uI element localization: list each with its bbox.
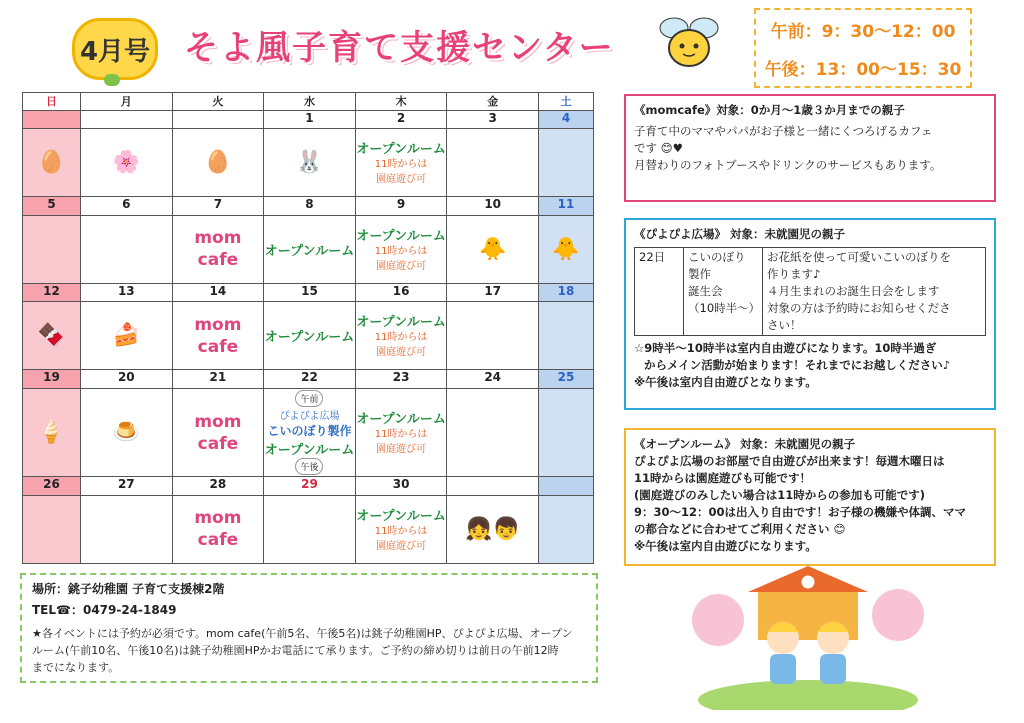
week-1-events	[23, 129, 594, 197]
chick-icon: 🐥	[478, 236, 507, 262]
date-cell	[539, 477, 594, 496]
date-cell: 18	[539, 283, 594, 302]
date-cell	[23, 110, 81, 129]
date-cell: 7	[172, 197, 264, 216]
kindergarten-illustration	[688, 560, 928, 710]
smile-heart-icon: 😊♥	[660, 141, 683, 155]
date-cell: 15	[264, 283, 356, 302]
event-open-room: オープンルーム	[264, 243, 355, 259]
date-cell	[81, 110, 173, 129]
momcafe-line: 子育て中のママやパパがお子様と一緒にくつろげるカフェ	[634, 124, 933, 138]
event-momcafe: mom cafe	[194, 228, 242, 271]
event-momcafe: mom cafe	[194, 314, 242, 357]
piyo-events: こいのぼり 製作 誕生会 （10時半〜）	[684, 248, 763, 336]
ice-cream-icon: 🍦	[37, 420, 66, 446]
piyo-description: お花紙を使って可愛いこいのぼりを 作ります♪ ４月生まれのお誕生日会をします 対象の方は予約時にお知らせくださ さい！	[763, 248, 986, 336]
easter-egg-icon: 🥚	[37, 150, 66, 176]
event-open-room: オープンルーム 11時からは 園庭遊び可	[356, 315, 446, 359]
open-room-line: (園庭遊びのみしたい場合は11時からの参加も可能です)	[634, 488, 926, 502]
event-open-room: オープンルーム 11時からは 園庭遊び可	[356, 142, 446, 186]
date-cell: 10	[447, 197, 539, 216]
date-cell	[447, 477, 539, 496]
weekday-thu: 木	[355, 93, 447, 111]
weekday-mon: 月	[81, 93, 173, 111]
footer-info	[20, 573, 598, 683]
date-cell: 5	[23, 197, 81, 216]
weekday-sat: 土	[539, 93, 594, 111]
momcafe-line: です	[634, 141, 657, 155]
open-room-line: ※午後は室内自由遊びになります。	[634, 539, 817, 553]
chocolate-icon: 🍫	[37, 323, 66, 349]
piyo-date: 22日	[635, 248, 684, 336]
bee-icon	[652, 12, 726, 70]
date-cell: 30	[355, 477, 447, 496]
opening-hours	[754, 8, 972, 88]
reservation-note: までになります。	[32, 661, 120, 674]
date-cell: 16	[355, 283, 447, 302]
date-cell: 11	[539, 197, 594, 216]
open-room-line: の都合などに合わせてご利用ください	[634, 522, 830, 536]
week-2-dates	[23, 197, 594, 216]
week-3-events	[23, 302, 594, 370]
bunny-egg-icon: 🐰	[295, 150, 324, 176]
event-open-room: オープンルーム 11時からは 園庭遊び可	[356, 228, 446, 272]
momcafe-info-box	[624, 94, 996, 202]
event-open-room: オープンルーム	[264, 330, 355, 346]
date-cell: 27	[81, 477, 173, 496]
open-room-line: 11時からは園庭遊びも可能です！	[634, 471, 812, 485]
event-open-room: オープンルーム 11時からは 園庭遊び可	[356, 412, 446, 456]
date-cell: 13	[81, 283, 173, 302]
week-2-events	[23, 215, 594, 283]
date-cell: 9	[355, 197, 447, 216]
am-tag: 午前	[295, 390, 323, 407]
hours-afternoon: 午後：13：00〜15：30	[764, 59, 962, 80]
reservation-note: ルーム(午前10名、午後10名)は銚子幼稚園HPかお電話にて承ります。ご予約の締め切りは前日の午前12時	[32, 644, 559, 657]
date-cell: 24	[447, 370, 539, 389]
date-cell: 14	[172, 283, 264, 302]
event-momcafe: mom cafe	[194, 508, 242, 551]
weekday-wed: 水	[264, 93, 356, 111]
date-cell: 6	[81, 197, 173, 216]
telephone: TEL☎：0479-24-1849	[32, 603, 177, 617]
date-cell: 17	[447, 283, 539, 302]
date-cell: 19	[23, 370, 81, 389]
chick-icon: 🐥	[552, 236, 580, 262]
flower-egg-icon: 🌸	[112, 150, 140, 176]
momcafe-line: 月替わりのフォトブースやドリンクのサービスもあります。	[634, 158, 942, 172]
date-cell	[172, 110, 264, 129]
piyo-note: ※午後は室内自由遊びとなります。	[634, 375, 817, 389]
hours-morning: 午前：9：30〜12：00	[770, 21, 956, 42]
date-cell: 25	[539, 370, 594, 389]
weekday-sun: 日	[23, 93, 81, 111]
week-5-dates	[23, 477, 594, 496]
easter-egg-icon: 🥚	[204, 150, 232, 176]
date-cell: 3	[447, 110, 539, 129]
date-cell: 21	[172, 370, 264, 389]
page-title: そよ風子育て支援センター	[184, 28, 615, 68]
weekday-fri: 金	[447, 93, 539, 111]
flower-stem-decoration	[104, 74, 120, 86]
weekday-tue: 火	[172, 93, 264, 111]
date-cell: 1	[264, 110, 356, 129]
date-cell: 20	[81, 370, 173, 389]
date-cell: 2	[355, 110, 447, 129]
date-cell: 8	[264, 197, 356, 216]
open-room-title: 《オープンルーム》 対象：未就園児の親子	[634, 437, 856, 451]
date-cell: 26	[23, 477, 81, 496]
weekday-header-row	[23, 93, 594, 111]
week-3-dates	[23, 283, 594, 302]
event-piyo-piyo: 午前 ぴよぴよ広場 こいのぼり製作 オープンルーム 午後	[264, 389, 355, 477]
week-4-dates	[23, 370, 594, 389]
date-cell: 23	[355, 370, 447, 389]
week-1-dates	[23, 110, 594, 129]
date-cell: 12	[23, 283, 81, 302]
piyo-note: ☆9時半〜10時半は室内自由遊びになります。10時半過ぎ	[634, 341, 937, 355]
open-room-line: ぴよぴよ広場のお部屋で自由遊びが出来ます！毎週木曜日は	[634, 454, 945, 468]
piyo-note: からメイン活動が始まります！それまでにお越しください♪	[644, 358, 951, 372]
momcafe-title: 《momcafe》対象：0か月〜1歳３か月までの親子	[634, 103, 905, 117]
date-cell: 29	[264, 477, 356, 496]
piyo-piyo-info-box	[624, 218, 996, 410]
smile-icon: 😊	[833, 522, 846, 536]
cake-icon: 🍰	[112, 323, 140, 349]
location: 場所：銚子幼稚園 子育て支援棟2階	[32, 582, 225, 596]
event-open-room: オープンルーム 11時からは 園庭遊び可	[356, 508, 446, 552]
piyo-title: 《ぴよぴよ広場》 対象：未就園児の親子	[634, 227, 846, 241]
week-5-events	[23, 495, 594, 563]
month-badge: 4月号	[72, 18, 158, 80]
pudding-icon: 🍮	[112, 420, 140, 446]
calendar	[22, 92, 594, 564]
date-cell: 4	[539, 110, 594, 129]
event-momcafe: mom cafe	[194, 411, 242, 454]
piyo-schedule-table	[634, 247, 986, 336]
open-room-line: 9：30〜12：00は出入り自由です！お子様の機嫌や体調、ママ	[634, 505, 967, 519]
children-hugging-icon: 👧👦	[465, 516, 521, 542]
date-cell: 22	[264, 370, 356, 389]
reservation-note: ★各イベントには予約が必須です。mom cafe(午前5名、午後5名)は銚子幼稚園HP、ぴよぴよ広場、オープン	[32, 627, 573, 640]
date-cell: 28	[172, 477, 264, 496]
open-room-info-box	[624, 428, 996, 566]
week-4-events	[23, 388, 594, 477]
pm-tag: 午後	[295, 458, 323, 475]
